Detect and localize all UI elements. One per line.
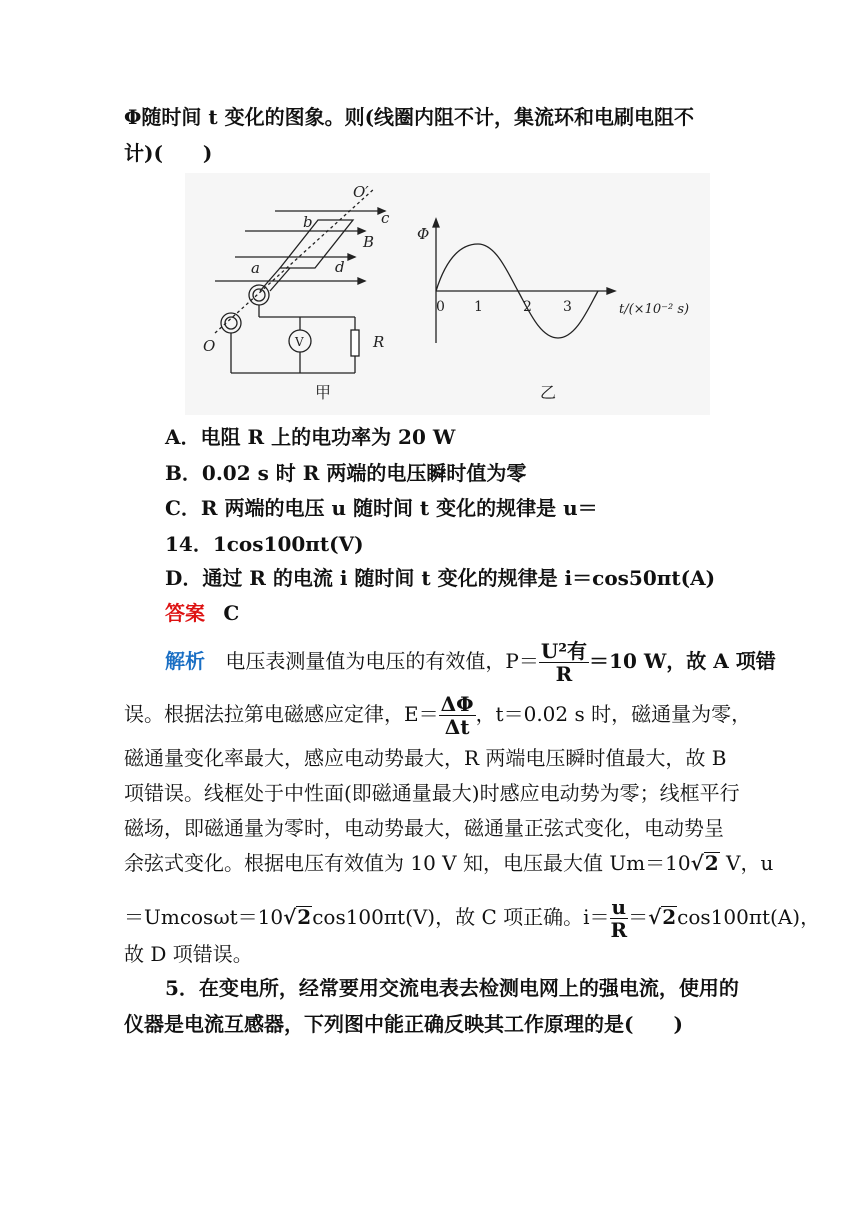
axis-t: t/(×10⁻² s) <box>619 302 690 317</box>
label-a: a <box>251 259 260 277</box>
tick-0: 0 <box>436 299 445 315</box>
option-a: A．电阻 R 上的电功率为 20 W <box>165 425 456 449</box>
answer-value: C <box>223 601 240 625</box>
analysis-line1 <box>165 640 776 685</box>
analysis-line6: 余弦式变化。根据电压有效值为 10 V 知，电压最大值 Um＝10√2 V，u <box>124 851 774 875</box>
analysis-p1b: ＝10 W，故 A 项错 <box>589 649 776 673</box>
power-fraction: $\frac{\text{U²有}}{R}$ <box>540 639 588 686</box>
axis-phi: Φ <box>417 225 430 243</box>
question-tail-line2: 计)( ) <box>124 141 213 165</box>
analysis-line8: 故 D 项错误。 <box>124 942 253 966</box>
label-b-field: B <box>363 233 375 251</box>
label-d: d <box>335 258 345 276</box>
analysis-line2: 误。根据法拉第电磁感应定律，E＝ $\frac{\Delta\Phi}{\Delta t}$ ，t＝0.02 s 时，磁通量为零， <box>124 692 752 739</box>
tick-1: 1 <box>474 299 483 315</box>
question5-line2: 仪器是电流互感器，下列图中能正确反映其工作原理的是( ) <box>124 1012 683 1036</box>
label-b: b <box>303 213 313 231</box>
label-r: R <box>373 333 385 351</box>
option-b: B．0.02 s 时 R 两端的电压瞬时值为零 <box>165 461 527 485</box>
option-c-line1: C．R 两端的电压 u 随时间 t 变化的规律是 u＝ <box>165 496 598 520</box>
tick-3: 3 <box>563 299 572 315</box>
caption-yi: 乙 <box>540 383 557 402</box>
analysis-p1a: 电压表测量值为电压的有效值，P＝ <box>225 649 539 673</box>
emf-fraction: $\frac{\Delta\Phi}{\Delta t}$ <box>440 692 474 739</box>
answer-label: 答案 <box>165 601 205 625</box>
analysis-label: 解析 <box>165 649 205 673</box>
option-d: D．通过 R 的电流 i 随时间 t 变化的规律是 i＝cos50πt(A) <box>165 566 716 590</box>
question5-line1: 5．在变电所，经常要用交流电表去检测电网上的强电流，使用的 <box>165 976 739 1000</box>
option-c-line2: 14．1cos100πt(V) <box>165 532 364 556</box>
physics-figure <box>185 173 710 415</box>
label-c: c <box>381 209 390 227</box>
analysis-line4: 项错误。线框处于中性面(即磁通量最大)时感应电动势为零；线框平行 <box>124 781 740 805</box>
answer-row <box>165 599 239 627</box>
label-o-prime: O′ <box>353 183 369 201</box>
tick-2: 2 <box>523 299 532 315</box>
voltmeter-label: V <box>295 335 304 349</box>
analysis-line7: ＝Umcosωt＝10√2cos100πt(V)，故 C 项正确。i＝ $\frac{u}{R}$ ＝√2cos100πt(A)， <box>124 895 821 942</box>
analysis-line5: 磁场，即磁通量为零时，电动势最大，磁通量正弦式变化，电动势呈 <box>124 816 724 840</box>
flux-graph <box>433 219 615 343</box>
analysis-line3: 磁通量变化率最大，感应电动势最大，R 两端电压瞬时值最大，故 B <box>124 746 727 770</box>
caption-jia: 甲 <box>315 383 332 402</box>
question-tail-line1: Φ随时间 t 变化的图象。则(线圈内阻不计，集流环和电刷电阻不 <box>124 105 695 129</box>
current-fraction: $\frac{u}{R}$ <box>610 895 628 942</box>
label-o: O <box>203 337 216 355</box>
